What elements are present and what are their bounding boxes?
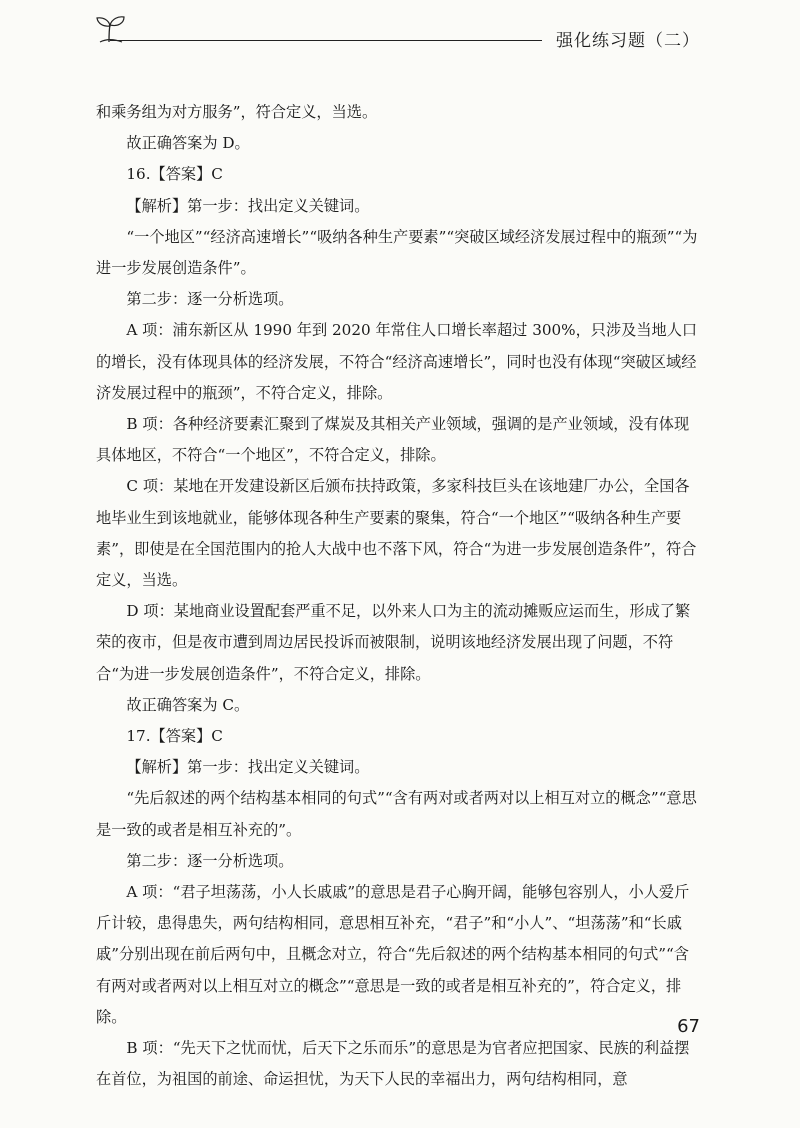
option-a: A 项：浦东新区从 1990 年到 2020 年常住人口增长率超过 300%，只涉及当地人口的增长，没有体现具体的经济发展，不符合“经济高速增长”，同时也没有体现“突破区域经济发展过程中的瓶颈”，不符合定义，排除。 <box>96 321 698 402</box>
analysis-heading: 【解析】第一步：找出定义关键词。 <box>126 196 370 215</box>
page-body <box>96 97 700 1096</box>
analysis-heading: 【解析】第一步：找出定义关键词。 <box>126 758 370 777</box>
paragraph: “一个地区”“经济高速增长”“吸纳各种生产要素”“突破区域经济发展过程中的瓶颈”“为进一步发展创造条件”。 <box>96 227 698 278</box>
paragraph: 故正确答案为 C。 <box>126 695 250 714</box>
header-title: 强化练习题（二） <box>556 31 700 51</box>
paragraph: 和乘务组为对方服务”，符合定义，当选。 <box>96 103 378 121</box>
option-a: A 项：“君子坦荡荡，小人长戚戚”的意思是君子心胸开阔，能够包容别人，小人爱斤斤计较，患得患失，两句结构相同，意思相互补充，“君子”和“小人”、“坦荡荡”和“长戚戚”分别出现在前后两句中，且概念对立，符合“先后叙述的两个结构基本相同的句式”“含有两对或者两对以上相互对立的概念”“意思是一致的或者是相互补充的”，符合定义，排除。 <box>96 883 690 1026</box>
paragraph: 故正确答案为 D。 <box>126 134 250 153</box>
page-number: 67 <box>677 1016 700 1037</box>
paragraph: 第二步：逐一分析选项。 <box>126 851 294 870</box>
option-b: B 项：各种经济要素汇聚到了煤炭及其相关产业领域，强调的是产业领域，没有体现具体地区，不符合“一个地区”，不符合定义，排除。 <box>96 415 690 465</box>
answer-heading: 16.【答案】C <box>126 165 223 184</box>
paragraph: 第二步：逐一分析选项。 <box>126 290 294 309</box>
paragraph: “先后叙述的两个结构基本相同的句式”“含有两对或者两对以上相互对立的概念”“意思是一致的或者是相互补充的”。 <box>96 789 697 839</box>
answer-heading: 17.【答案】C <box>126 727 223 746</box>
header-rule <box>110 40 542 41</box>
option-b: B 项：“先天下之忧而忧，后天下之乐而乐”的意思是为官者应把国家、民族的利益摆在首位，为祖国的前途、命运担忧，为天下人民的幸福出力，两句结构相同，意 <box>96 1039 690 1089</box>
option-c: C 项：某地在开发建设新区后颁布扶持政策，多家科技巨头在该地建厂办公，全国各地毕业生到该地就业，能够体现各种生产要素的聚集，符合“一个地区”“吸纳各种生产要素”，即使是在全国范围内的抢人大战中也不落下风，符合“为进一步发展创造条件”，符合定义，当选。 <box>96 477 697 590</box>
running-header <box>94 14 700 51</box>
option-d: D 项：某地商业设置配套严重不足，以外来人口为主的流动摊贩应运而生，形成了繁荣的夜市，但是夜市遭到周边居民投诉而被限制，说明该地经济发展出现了问题，不符合“为进一步发展创造条件”，不符合定义，排除。 <box>96 602 691 683</box>
